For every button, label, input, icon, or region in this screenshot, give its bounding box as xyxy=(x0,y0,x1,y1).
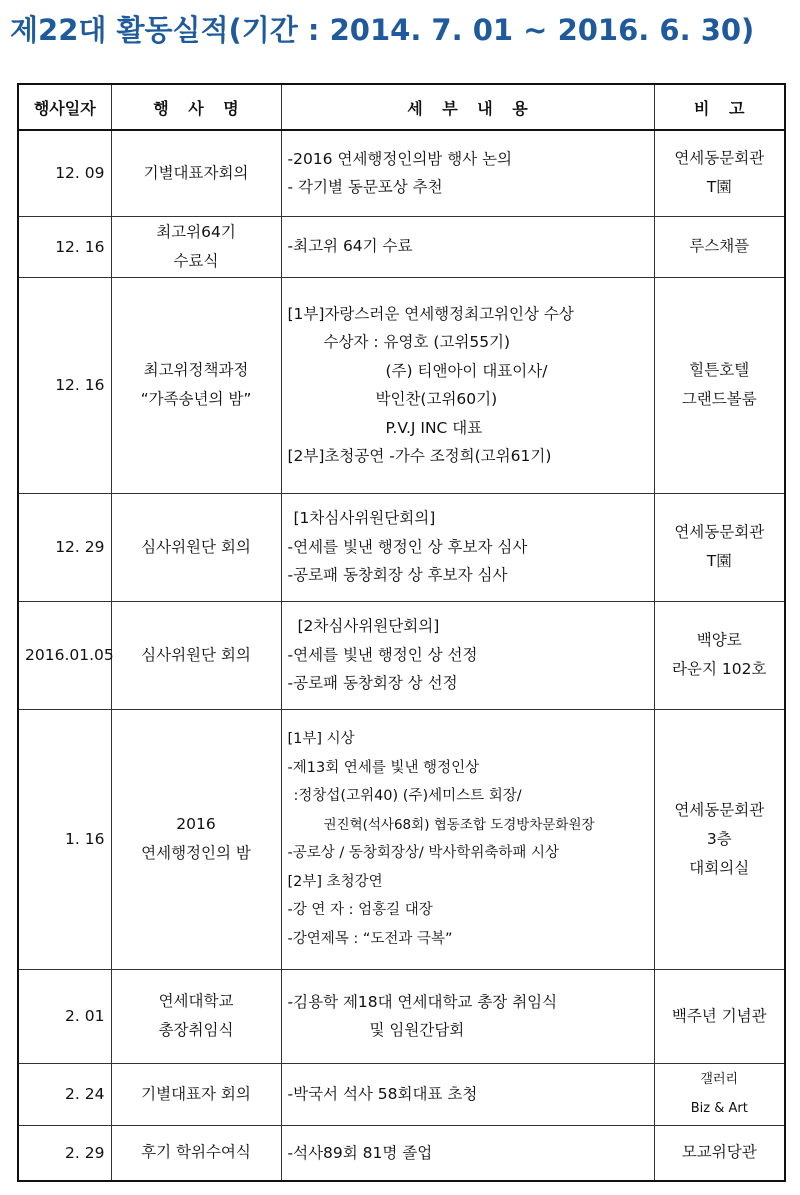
event-detail xyxy=(281,216,654,277)
note-line: Biz & Art xyxy=(690,1101,748,1116)
detail-line: -최고위 64기 수료 xyxy=(287,237,413,256)
note-line: 백주년 기념관 xyxy=(671,1006,767,1025)
event-name xyxy=(111,216,281,277)
event-name xyxy=(111,601,281,709)
event-name-line: 최고위정책과정 xyxy=(143,361,249,379)
table-row xyxy=(18,277,785,493)
event-note xyxy=(654,493,785,601)
detail-line: 수상자 : 유영호 (고위55기) xyxy=(323,333,511,351)
detail-line: - 각기별 동문포상 추천 xyxy=(287,178,443,197)
detail-line: -공로패 동창회장 상 후보자 심사 xyxy=(287,566,508,585)
event-detail xyxy=(281,601,654,709)
event-detail xyxy=(281,969,654,1063)
event-detail xyxy=(281,277,654,493)
table-row xyxy=(18,216,785,277)
detail-line: P.V.J INC 대표 xyxy=(385,418,483,437)
event-detail xyxy=(281,709,654,969)
event-date: 2. 24 xyxy=(18,1063,111,1125)
note-line: 갤러리 xyxy=(700,1072,739,1087)
event-name-line: 2016 xyxy=(176,815,216,833)
note-line: 그랜드볼룸 xyxy=(681,390,757,408)
header-details: 세 부 내 용 xyxy=(281,84,654,130)
detail-line: [2부] 초청강연 xyxy=(287,873,383,890)
event-name-line: 연세행정인의 밤 xyxy=(141,844,251,862)
detail-line: -공로상 / 동창회장상/ 박사학위축하패 시상 xyxy=(287,845,560,861)
event-detail xyxy=(281,1063,654,1125)
header-note: 비 고 xyxy=(654,84,785,130)
event-note xyxy=(654,130,785,216)
event-name-line: 총장취임식 xyxy=(158,1021,234,1039)
detail-line: [2부]초청공연 -가수 조정희(고위61기) xyxy=(287,447,552,465)
note-line: 라운지 102호 xyxy=(672,660,767,678)
table-row xyxy=(18,493,785,601)
event-name-line: “가족송년의 밤” xyxy=(140,390,252,408)
event-date: 2. 01 xyxy=(18,969,111,1063)
event-name-line: 연세대학교 xyxy=(158,992,234,1010)
event-name-line: 기별대표자회의 xyxy=(143,163,249,182)
event-name-line: 후기 학위수여식 xyxy=(141,1143,251,1162)
event-date: 1. 16 xyxy=(18,709,111,969)
event-date: 2016.01.05 xyxy=(18,601,111,709)
detail-line: 및 임원간담회 xyxy=(369,1021,465,1039)
detail-line: -제13회 연세를 빛낸 행정인상 xyxy=(287,759,480,776)
detail-line: 박인찬(고위60기) xyxy=(375,390,498,408)
detail-line: -공로패 동창회장 상 선정 xyxy=(287,674,458,693)
table-row xyxy=(18,601,785,709)
event-date: 12. 16 xyxy=(18,216,111,277)
note-line: 힐튼호텔 xyxy=(689,361,750,379)
page-title: 제22대 활동실적(기간 : 2014. 7. 01 ~ 2016. 6. 30) xyxy=(10,13,755,47)
detail-line: -석사89회 81명 졸업 xyxy=(287,1143,433,1162)
event-name-line: 심사위원단 회의 xyxy=(141,645,251,664)
header-event-name: 행 사 명 xyxy=(111,84,281,130)
activity-table xyxy=(17,83,786,1182)
event-note xyxy=(654,601,785,709)
detail-line: -김용학 제18대 연세대학교 총장 취임식 xyxy=(287,992,558,1011)
event-note xyxy=(654,1125,785,1181)
table-row xyxy=(18,130,785,216)
detail-line: [2차심사위원단회의] xyxy=(297,617,440,636)
table-row xyxy=(18,969,785,1063)
note-line: 연세동문회관 xyxy=(674,149,765,168)
table-header-row xyxy=(18,84,785,130)
header-date: 행사일자 xyxy=(18,84,111,130)
note-line: T園 xyxy=(706,178,732,197)
table-row xyxy=(18,1063,785,1125)
event-name-line: 최고위64기 xyxy=(156,222,236,241)
note-line: 루스채플 xyxy=(689,237,750,255)
event-name xyxy=(111,969,281,1063)
event-detail xyxy=(281,1125,654,1181)
event-note xyxy=(654,709,785,969)
note-line: 3층 xyxy=(706,829,732,848)
table-row xyxy=(18,709,785,969)
detail-line: [1부]자랑스러운 연세행정최고위인상 수상 xyxy=(287,304,574,323)
table-row xyxy=(18,1125,785,1181)
event-name xyxy=(111,493,281,601)
detail-line: -강 연 자 : 엄홍길 대장 xyxy=(287,902,433,918)
detail-line: -연세를 빛낸 행정인 상 선정 xyxy=(287,645,478,664)
detail-line: -강연제목 : “도전과 극복” xyxy=(287,930,453,947)
event-note xyxy=(654,277,785,493)
detail-line: -연세를 빛낸 행정인 상 후보자 심사 xyxy=(287,537,528,556)
detail-line: 권진혁(석사68회) 협동조합 도경방차문화원장 xyxy=(323,816,595,833)
event-name-line: 심사위원단 회의 xyxy=(141,537,251,556)
event-note xyxy=(654,216,785,277)
event-note xyxy=(654,1063,785,1125)
event-date: 12. 16 xyxy=(18,277,111,493)
event-name-line: 기별대표자 회의 xyxy=(141,1084,251,1103)
detail-line: [1차심사위원단회의] xyxy=(293,509,436,528)
event-name-line: 수료식 xyxy=(173,251,219,270)
event-detail xyxy=(281,493,654,601)
note-line: 모교위당관 xyxy=(681,1143,757,1162)
note-line: T園 xyxy=(706,552,732,570)
event-name xyxy=(111,709,281,969)
detail-line: (주) 티앤아이 대표이사/ xyxy=(385,361,548,380)
detail-line: -2016 연세행정인의밤 행사 논의 xyxy=(287,149,513,168)
note-line: 백양로 xyxy=(696,631,742,649)
event-name xyxy=(111,1063,281,1125)
event-date: 2. 29 xyxy=(18,1125,111,1181)
detail-line: :정창섭(고위40) (주)세미스트 회장/ xyxy=(293,788,522,804)
event-detail xyxy=(281,130,654,216)
event-name xyxy=(111,130,281,216)
note-line: 연세동문회관 xyxy=(674,523,765,541)
detail-line: -박국서 석사 58회대표 초청 xyxy=(287,1084,478,1103)
note-line: 연세동문회관 xyxy=(674,800,765,819)
event-note xyxy=(654,969,785,1063)
event-name xyxy=(111,1125,281,1181)
note-line: 대회의실 xyxy=(689,858,750,877)
event-date: 12. 29 xyxy=(18,493,111,601)
detail-line: [1부] 시상 xyxy=(287,731,355,747)
event-date: 12. 09 xyxy=(18,130,111,216)
event-name xyxy=(111,277,281,493)
